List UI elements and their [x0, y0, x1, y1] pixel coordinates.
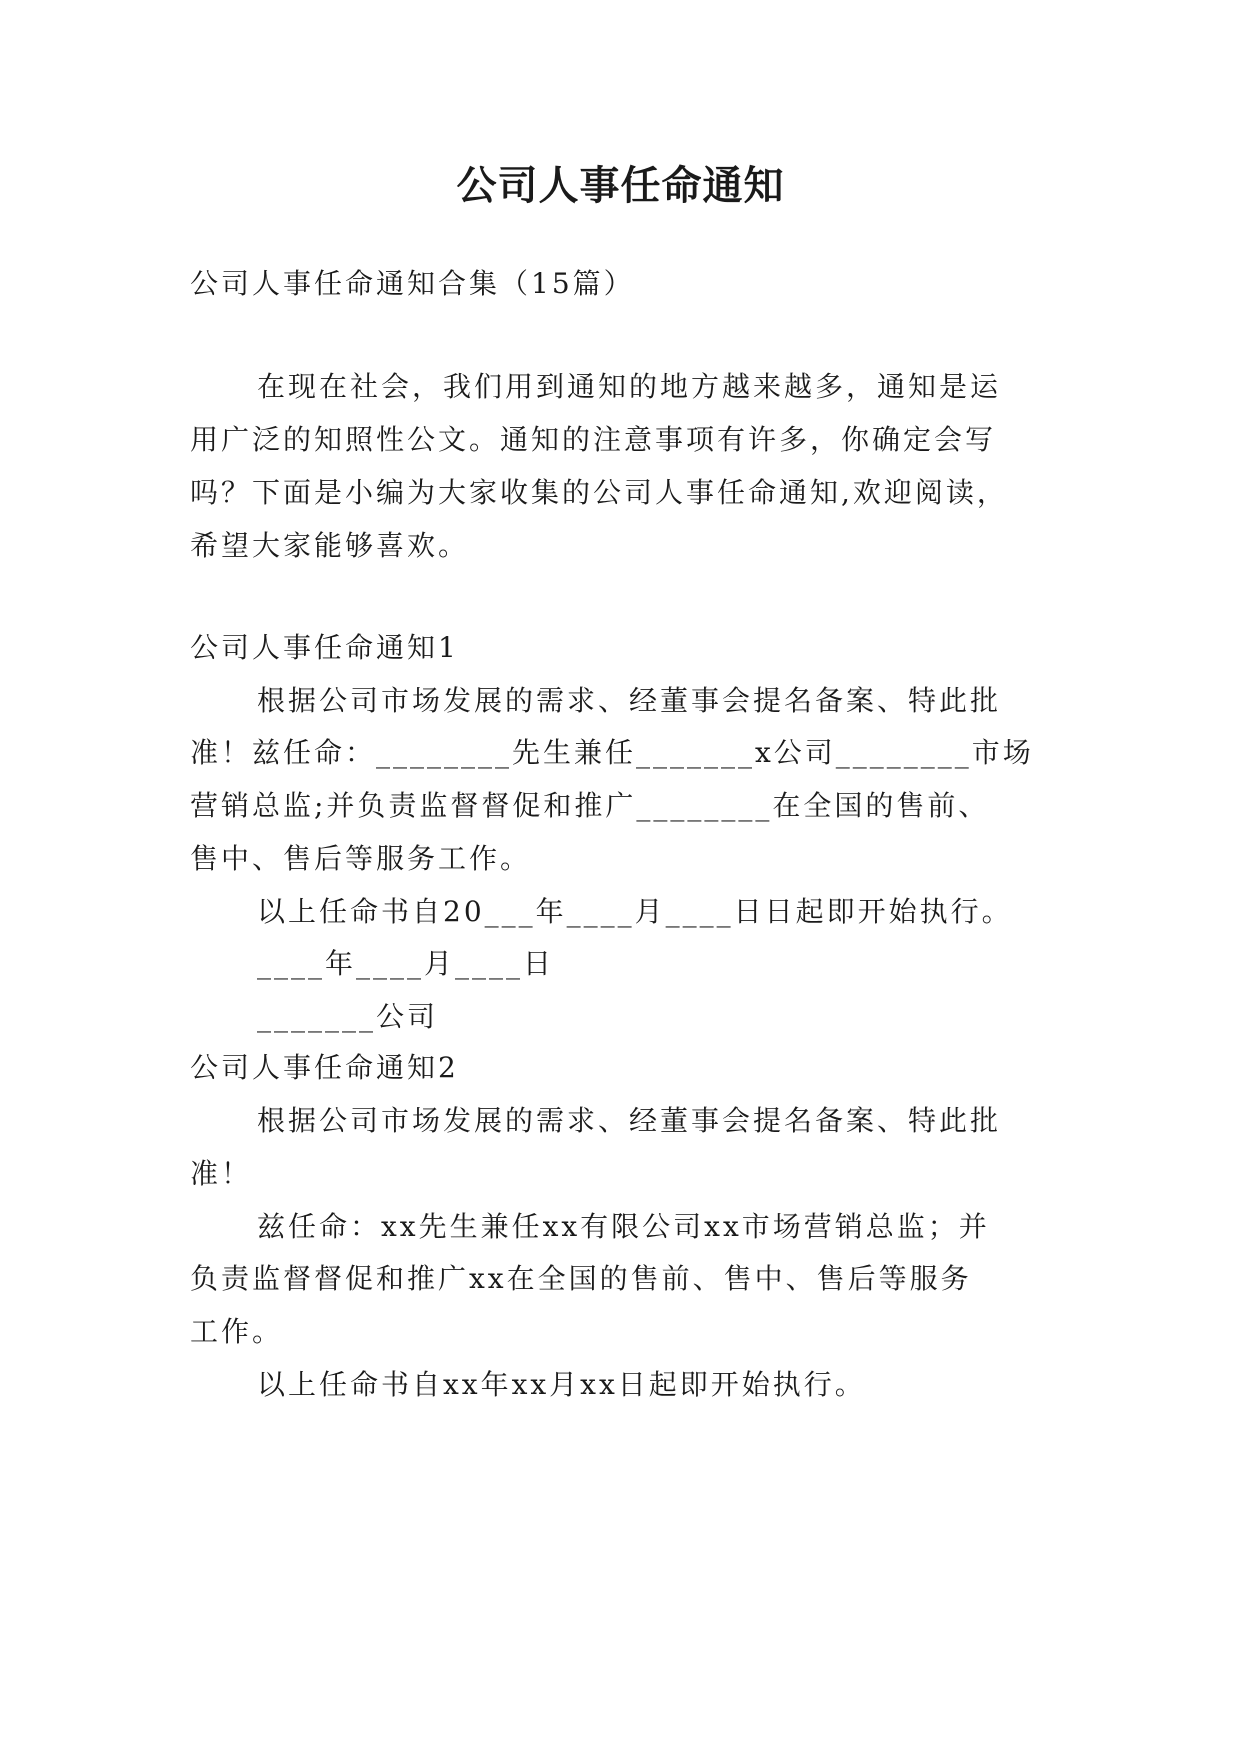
notice-2-effective-date: 以上任命书自xx年xx月xx日起即开始执行。 — [257, 1368, 866, 1401]
notice-2-appoint-line-1: 兹任命：xx先生兼任xx有限公司xx市场营销总监；并 — [257, 1210, 990, 1243]
notice-1-body-line-3: 营销总监;并负责监督督促和推广________在全国的售前、 — [190, 789, 990, 822]
notice-2-body-line-1: 根据公司市场发展的需求、经董事会提名备案、特此批 — [257, 1104, 1002, 1137]
notice-2-heading: 公司人事任命通知2 — [190, 1051, 459, 1084]
intro-line-3: 吗？下面是小编为大家收集的公司人事任命通知,欢迎阅读， — [190, 476, 1008, 509]
notice-1-body-line-4: 售中、售后等服务工作。 — [190, 842, 532, 875]
document-title: 公司人事任命通知 — [456, 163, 785, 209]
notice-2-appoint-line-2: 负责监督督促和推广xx在全国的售前、售中、售后等服务 — [190, 1262, 972, 1295]
notice-1-body-line-2: 准！兹任命：________先生兼任_______x公司________市场 — [190, 736, 1034, 769]
notice-1-body-line-1: 根据公司市场发展的需求、经董事会提名备案、特此批 — [257, 684, 1002, 717]
intro-line-2: 用广泛的知照性公文。通知的注意事项有许多，你确定会写 — [190, 423, 997, 456]
notice-1-heading: 公司人事任命通知1 — [190, 631, 459, 664]
notice-2-body-line-2: 准！ — [190, 1157, 253, 1190]
intro-line-4: 希望大家能够喜欢。 — [190, 529, 470, 562]
notice-1-sign-date: ____年____月____日 — [257, 947, 555, 980]
notice-1-company: _______公司 — [257, 1000, 439, 1033]
notice-1-effective-date: 以上任命书自20___年____月____日日起即开始执行。 — [257, 895, 1013, 928]
collection-subtitle: 公司人事任命通知合集（15篇） — [190, 267, 635, 300]
intro-line-1: 在现在社会，我们用到通知的地方越来越多，通知是运 — [257, 370, 1002, 403]
notice-2-appoint-line-3: 工作。 — [190, 1315, 284, 1348]
